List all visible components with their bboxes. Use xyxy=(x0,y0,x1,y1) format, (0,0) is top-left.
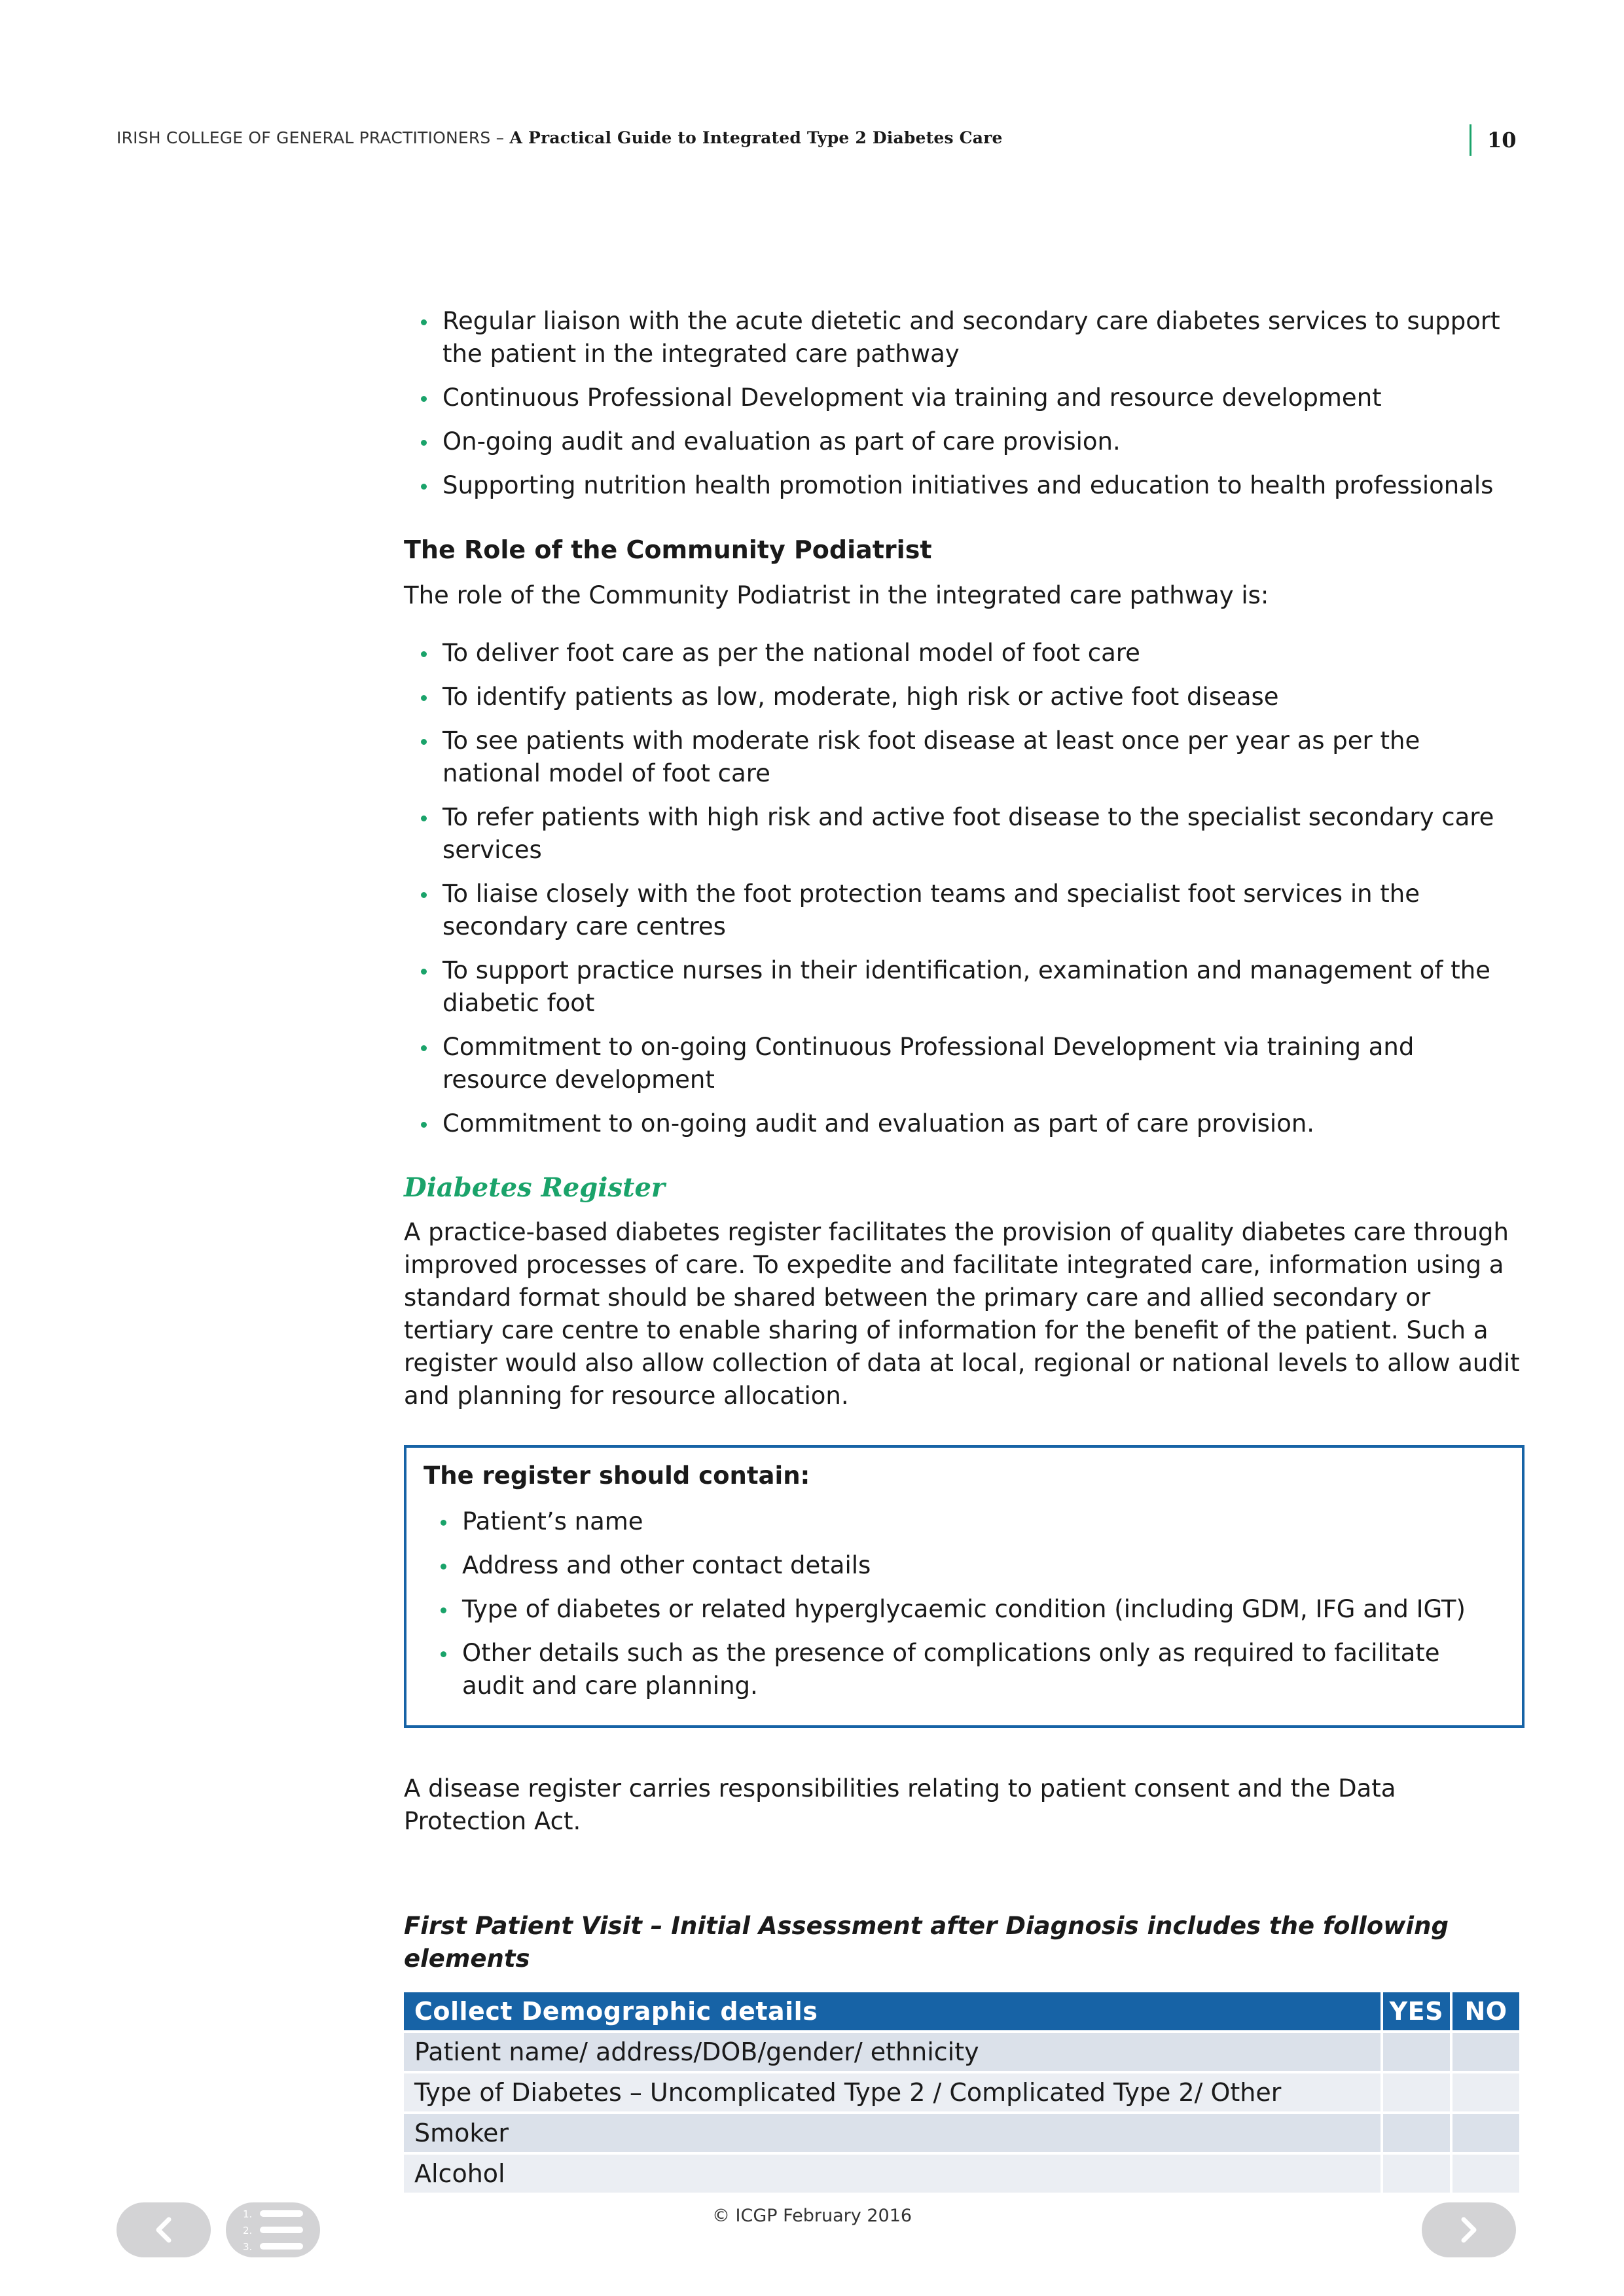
next-page-button[interactable] xyxy=(1422,2202,1516,2257)
row-label: Type of Diabetes – Uncomplicated Type 2 / Complicated Type 2/ Other xyxy=(404,2073,1380,2111)
podiatrist-heading: The Role of the Community Podiatrist xyxy=(404,535,932,564)
register-paragraph: A practice-based diabetes register facilitates the provision of quality diabetes care through improved processes of care. To expedite and facilitate integrated care, information using a standard format should be shared between the primary care and allied secondary or tertiary care centre to enable sharing of information for the benefit of the patient. Such a register would also allow collection of data at local, regional or national levels to allow audit and planning for resource allocation. xyxy=(404,1218,1520,1410)
demographic-table xyxy=(401,1990,1522,2195)
column-header-no: NO xyxy=(1453,1992,1519,2030)
yes-cell[interactable] xyxy=(1383,2073,1450,2111)
box-title: The register should contain: xyxy=(424,1462,810,1490)
list-item: Commitment to on-going Continuous Professional Development via training and resource development xyxy=(404,1031,1525,1096)
register-contents-box xyxy=(404,1445,1525,1728)
table-caption: First Patient Visit – Initial Assessment after Diagnosis includes the following elements xyxy=(404,1912,1449,1973)
list-item: To support practice nurses in their identification, examination and management of the diabetic foot xyxy=(404,954,1525,1020)
header-org: IRISH COLLEGE OF GENERAL PRACTITIONERS – xyxy=(117,128,510,147)
podiatrist-bullet-list xyxy=(404,637,1525,1140)
list-item: To refer patients with high risk and active foot disease to the specialist secondary care services xyxy=(404,801,1525,867)
diabetes-register-heading: Diabetes Register xyxy=(404,1172,665,1203)
list-item: Patient’s name xyxy=(424,1505,1505,1538)
toc-number: 2. xyxy=(243,2225,253,2236)
row-label: Alcohol xyxy=(404,2155,1380,2193)
footer-copyright: © ICGP February 2016 xyxy=(712,2206,912,2226)
page-number: 10 xyxy=(1470,124,1517,156)
table-header-row xyxy=(404,1992,1519,2030)
row-label: Smoker xyxy=(404,2114,1380,2152)
list-item: Regular liaison with the acute dietetic and secondary care diabetes services to support the patient in the integrated care pathway xyxy=(404,305,1525,370)
toc-number: 1. xyxy=(243,2208,253,2220)
yes-cell[interactable] xyxy=(1383,2155,1450,2193)
list-item: Supporting nutrition health promotion initiatives and education to health professionals xyxy=(404,469,1525,502)
chevron-right-icon xyxy=(1456,2214,1482,2246)
list-item: On-going audit and evaluation as part of care provision. xyxy=(404,425,1525,458)
table-row xyxy=(404,2114,1519,2152)
data-protection-note: A disease register carries responsibilities relating to patient consent and the Data Protection Act. xyxy=(404,1774,1396,1835)
list-item: To identify patients as low, moderate, high risk or active foot disease xyxy=(404,681,1525,713)
column-header-details: Collect Demographic details xyxy=(404,1992,1380,2030)
no-cell[interactable] xyxy=(1453,2155,1519,2193)
list-item: To see patients with moderate risk foot disease at least once per year as per the national model of foot care xyxy=(404,725,1525,790)
list-item: To liaise closely with the foot protection teams and specialist foot services in the secondary care centres xyxy=(404,878,1525,943)
table-row xyxy=(404,2155,1519,2193)
running-header xyxy=(117,128,1524,154)
list-item: Continuous Professional Development via training and resource development xyxy=(404,382,1525,414)
table-row xyxy=(404,2073,1519,2111)
toc-number: 3. xyxy=(243,2241,253,2253)
list-item: Type of diabetes or related hyperglycaemic condition (including GDM, IFG and IGT) xyxy=(424,1593,1505,1626)
list-item: Other details such as the presence of complications only as required to facilitate audit and care planning. xyxy=(424,1637,1505,1702)
main-content xyxy=(404,305,1525,2195)
top-bullet-list xyxy=(404,305,1525,502)
yes-cell[interactable] xyxy=(1383,2114,1450,2152)
list-item: Commitment to on-going audit and evaluation as part of care provision. xyxy=(404,1107,1525,1140)
row-label: Patient name/ address/DOB/gender/ ethnicity xyxy=(404,2033,1380,2071)
no-cell[interactable] xyxy=(1453,2073,1519,2111)
table-row xyxy=(404,2033,1519,2071)
list-item: Address and other contact details xyxy=(424,1549,1505,1582)
column-header-yes: YES xyxy=(1383,1992,1450,2030)
yes-cell[interactable] xyxy=(1383,2033,1450,2071)
list-item: To deliver foot care as per the national model of foot care xyxy=(404,637,1525,670)
box-bullet-list xyxy=(424,1505,1505,1702)
no-cell[interactable] xyxy=(1453,2114,1519,2152)
no-cell[interactable] xyxy=(1453,2033,1519,2071)
podiatrist-intro: The role of the Community Podiatrist in the integrated care pathway is: xyxy=(404,581,1269,609)
header-title: A Practical Guide to Integrated Type 2 Diabetes Care xyxy=(509,128,1003,147)
